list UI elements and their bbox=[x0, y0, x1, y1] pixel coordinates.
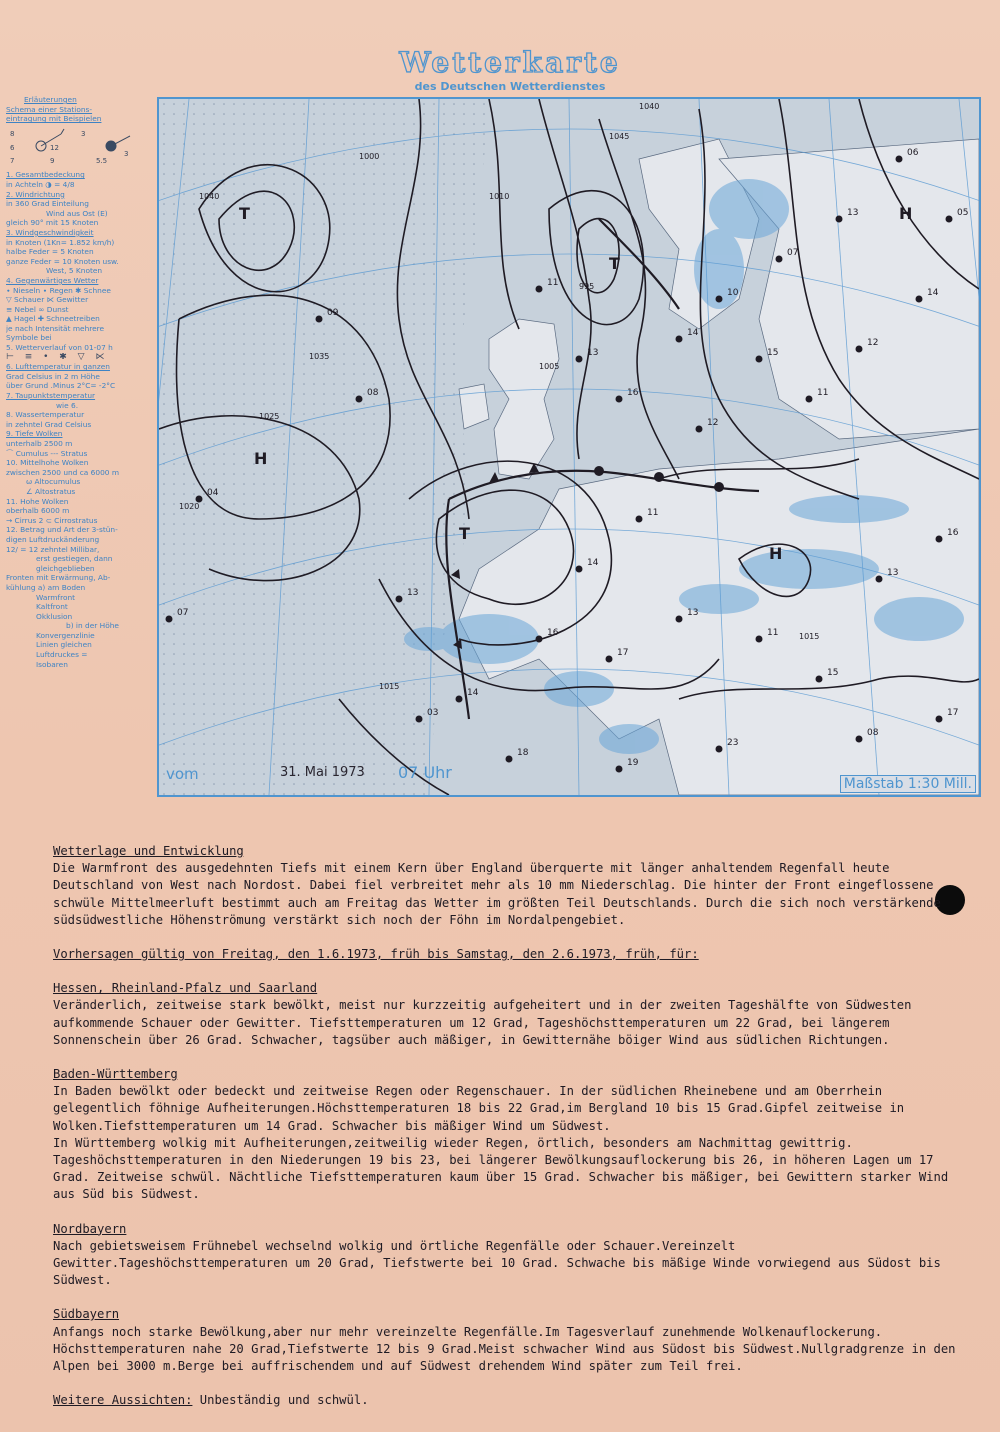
legend-item-18: Symbole bei bbox=[6, 333, 52, 343]
legend-item-44: Warmfront bbox=[36, 592, 76, 602]
svg-text:16: 16 bbox=[947, 528, 959, 538]
pressure-system-label: H bbox=[769, 544, 783, 563]
svg-text:17: 17 bbox=[947, 708, 959, 718]
legend-intro-1: Schema einer Stations- bbox=[6, 104, 93, 114]
legend-item-38: digen Luftdruckänderung bbox=[6, 534, 100, 544]
svg-text:14: 14 bbox=[467, 688, 479, 698]
svg-text:8: 8 bbox=[10, 129, 15, 138]
legend-item-21: Grad Celsius in 2 m Höhe bbox=[6, 371, 100, 381]
legend-item-34: 11. Hohe Wolken bbox=[6, 496, 69, 506]
legend-item-45: Kaltfront bbox=[36, 602, 68, 612]
section-body-wuerttemberg: In Württemberg wolkig mit Aufheiterungen,zeitweilig wieder Regen, örtlich, besonders am Nachmittag gewittrig. Tageshöchsttemperaturen in den Niederungen 19 bis 23, bei längerer Bewölkungsauflockerung bis 26, in höheren Lagen um 17 Grad. Zeitweise schwül. Nächtliche Tiefsttemperaturen kaum über 15 Grad. Schwacher bis mäßiger, bei Gewittern starker Wind aus Süd bis Südwest. bbox=[53, 1135, 949, 1202]
isobar-label: 1040 bbox=[639, 102, 660, 111]
legend-item-31: zwischen 2500 und ca 6000 m bbox=[6, 467, 120, 477]
legend-item-15: ≡ Nebel ∞ Dunst bbox=[6, 304, 69, 314]
legend-item-46: Okklusion bbox=[36, 611, 73, 621]
svg-text:04: 04 bbox=[207, 488, 219, 498]
legend-item-43: kühlung a) am Boden bbox=[6, 582, 86, 592]
legend-item-36: → Cirrus 2 ⊂ Cirrostratus bbox=[6, 515, 98, 525]
outlook-line bbox=[53, 1392, 965, 1409]
legend-item-17: je nach Intensität mehrere bbox=[6, 323, 105, 333]
map-date: 31. Mai 1973 bbox=[280, 765, 365, 780]
legend-item-29: ⌒ Cumulus --- Stratus bbox=[6, 448, 88, 458]
legend-item-4: in 360 Grad Einteilung bbox=[6, 199, 89, 209]
legend-item-11: West, 5 Knoten bbox=[46, 266, 103, 276]
svg-text:13: 13 bbox=[407, 588, 419, 598]
map-subtitle: des Deutschen Wetterdienstes bbox=[414, 80, 606, 93]
legend-item-9: halbe Feder = 5 Knoten bbox=[6, 247, 94, 257]
svg-text:23: 23 bbox=[727, 738, 739, 748]
section-body-situation: Die Warmfront des ausgedehnten Tiefs mit einem Kern über England überquerte mit länger anhaltendem Regenfall heute Deutschland von West nach Nordost. Dabei fiel verbreitet mehr als 10 mm Niederschlag. Die hinter der Front eingeflossene schwüle Mittelmeerluft bestimmt auch am Freitag das Wetter im größten Teil Deutschlands. Durch die sich noch verstärkende südsüdwestliche Höhenströmung verstärkt sich noch der Föhn im Nordalpengebiet. bbox=[53, 861, 941, 927]
map-time: 07 Uhr bbox=[398, 763, 452, 782]
svg-text:6: 6 bbox=[10, 143, 15, 152]
section-body-suedbayern: Anfangs noch starke Bewölkung,aber nur mehr vereinzelte Regenfälle.Im Tagesverlauf zunehmende Wolkenauflockerung. Höchsttemperaturen nahe 20 Grad,Tiefstwerte 12 bis 9 Grad.Meist schwacher Wind aus Südost bis Südwest.Nullgradgrenze in den Alpen bei 3000 m.Berge bei auffrischendem und auf Südwest drehendem Wind später zum Teil frei. bbox=[53, 1324, 956, 1374]
svg-text:09: 09 bbox=[327, 308, 339, 318]
isobar-label: 1045 bbox=[609, 132, 630, 141]
svg-text:9: 9 bbox=[50, 156, 55, 165]
legend-item-33: ∠ Altostratus bbox=[26, 486, 76, 496]
legend-item-20: 6. Lufttemperatur in ganzen bbox=[6, 362, 110, 372]
svg-text:07: 07 bbox=[787, 248, 799, 258]
svg-text:11: 11 bbox=[647, 508, 659, 518]
legend-item-23: 7. Taupunktstemperatur bbox=[6, 391, 96, 401]
pressure-system-label: H bbox=[899, 204, 913, 223]
legend-item-50: Luftdruckes = bbox=[36, 650, 88, 660]
svg-text:15: 15 bbox=[767, 348, 779, 358]
isobar-label: 1040 bbox=[199, 192, 220, 201]
svg-text:3: 3 bbox=[81, 129, 86, 138]
isobar-label: 1015 bbox=[379, 682, 400, 691]
section-heading-hessen: Hessen, Rheinland-Pfalz und Saarland bbox=[53, 981, 318, 996]
svg-text:16: 16 bbox=[627, 388, 639, 398]
legend-item-51: Isobaren bbox=[36, 659, 68, 669]
svg-text:13: 13 bbox=[847, 208, 859, 218]
map-scale: Maßstab 1:30 Mill. bbox=[840, 775, 976, 793]
svg-text:13: 13 bbox=[887, 568, 899, 578]
forecast-text bbox=[53, 843, 965, 1409]
legend-item-8: in Knoten (1Kn= 1.852 km/h) bbox=[6, 237, 115, 247]
date-prefix: vom bbox=[166, 765, 199, 783]
svg-text:11: 11 bbox=[767, 628, 779, 638]
legend-item-27: 9. Tiefe Wolken bbox=[6, 429, 63, 439]
legend-item-24: wie 6. bbox=[56, 400, 79, 410]
isobar-label: 1035 bbox=[309, 352, 330, 361]
section-body-hessen: Veränderlich, zeitweise stark bewölkt, meist nur kurzzeitig aufgeheitert und in der zweiten Tageshälfte von Südwesten aufkommende Schauer oder Gewitter. Tiefsttemperaturen um 12 Grad, Tageshöchsttemperaturen um 22 Grad, bei längerem Sonnenschein über 26 Grad. Schwacher, tagsüber auch mäßiger, in Gewitternähe böiger Wind aus südlichen Richtungen. bbox=[53, 998, 912, 1047]
legend-item-37: 12. Betrag und Art der 3-stün- bbox=[6, 525, 118, 535]
legend-item-14: ▽ Schauer ⋉ Gewitter bbox=[6, 295, 89, 305]
section-heading-suedbayern: Südbayern bbox=[53, 1307, 120, 1322]
svg-text:10: 10 bbox=[727, 288, 739, 298]
svg-text:06: 06 bbox=[907, 148, 919, 158]
legend-intro-2: eintragung mit Beispielen bbox=[6, 114, 102, 124]
pressure-system-label: H bbox=[254, 449, 268, 468]
svg-text:12: 12 bbox=[867, 338, 879, 348]
legend-item-48: Konvergenzlinie bbox=[36, 630, 95, 640]
svg-text:5.5: 5.5 bbox=[96, 156, 108, 165]
legend bbox=[6, 95, 156, 669]
legend-item-26: in zehntel Grad Celsius bbox=[6, 419, 92, 429]
svg-text:08: 08 bbox=[867, 728, 879, 738]
weather-map bbox=[157, 97, 981, 797]
legend-item-6: gleich 90° mit 15 Knoten bbox=[6, 218, 99, 228]
svg-text:19: 19 bbox=[627, 758, 639, 768]
isobar-label: 1000 bbox=[359, 152, 380, 161]
svg-text:14: 14 bbox=[927, 288, 939, 298]
legend-item-13: ∙ Nieseln ∙ Regen ✱ Schnee bbox=[6, 285, 111, 295]
section-heading-bw: Baden-Württemberg bbox=[53, 1067, 178, 1082]
legend-item-12: 4. Gegenwärtiges Wetter bbox=[6, 275, 99, 285]
legend-item-3: 2. Windrichtung bbox=[6, 189, 65, 199]
outlook-body: Unbeständig und schwül. bbox=[199, 1393, 369, 1408]
svg-text:17: 17 bbox=[617, 648, 629, 658]
isobar-label: 1010 bbox=[489, 192, 510, 201]
svg-text:14: 14 bbox=[687, 328, 699, 338]
isobar-label: 1005 bbox=[539, 362, 560, 371]
legend-item-41: gleichgeblieben bbox=[36, 563, 95, 573]
svg-text:12: 12 bbox=[707, 418, 719, 428]
pressure-system-label: T bbox=[609, 254, 620, 273]
section-heading-situation: Wetterlage und Entwicklung bbox=[53, 844, 244, 858]
legend-item-35: oberhalb 6000 m bbox=[6, 506, 70, 516]
legend-item-39: 12/ = 12 zehntel Millibar, bbox=[6, 544, 100, 554]
isobar-label: 1020 bbox=[179, 502, 200, 511]
weather-course-symbols-icon: ⊢ ≡ • ✱ ▽ ⋉ bbox=[6, 352, 109, 362]
isobar-label: 1015 bbox=[799, 632, 820, 641]
pressure-system-label: T bbox=[239, 204, 250, 223]
svg-text:14: 14 bbox=[587, 558, 599, 568]
section-body-baden: In Baden bewölkt oder bedeckt und zeitweise Regen oder Regenschauer. In der südlichen Rheinebene und am Oberrhein gelegentlich föhnige Aufheiterungen.Höchsttemperaturen 18 bis 22 Grad,im Bergland 10 bis 15 Grad.Gipfel zeitweise in Wolken.Tiefsttemperaturen um 14 Grad. Schwacher bis mäßiger Wind um Südwest. bbox=[53, 1084, 905, 1133]
svg-text:15: 15 bbox=[827, 668, 839, 678]
svg-text:13: 13 bbox=[687, 608, 699, 618]
legend-item-47: b) in der Höhe bbox=[66, 621, 119, 631]
legend-item-19: 5. Wetterverlauf von 01-07 h bbox=[6, 343, 113, 353]
legend-item-5: Wind aus Ost (E) bbox=[46, 208, 108, 218]
svg-text:18: 18 bbox=[517, 748, 529, 758]
legend-item-30: 10. Mittelhohe Wolken bbox=[6, 458, 89, 468]
map-title: Wetterkarte bbox=[399, 46, 621, 79]
legend-item-10: ganze Feder = 10 Knoten usw. bbox=[6, 256, 119, 266]
legend-item-40: erst gestiegen, dann bbox=[36, 554, 113, 564]
svg-text:12: 12 bbox=[50, 143, 59, 152]
isobar-label: 995 bbox=[579, 282, 595, 291]
svg-text:3: 3 bbox=[124, 149, 129, 158]
legend-item-32: ω Altocumulus bbox=[26, 477, 81, 487]
svg-text:13: 13 bbox=[587, 348, 599, 358]
svg-text:11: 11 bbox=[817, 388, 829, 398]
map-date-band bbox=[160, 763, 980, 793]
pressure-system-label: T bbox=[459, 524, 470, 543]
legend-item-22: über Grund .Minus 2°C= -2°C bbox=[6, 381, 116, 391]
section-body-nordbayern: Nach gebietsweisem Frühnebel wechselnd wolkig und örtliche Regenfälle oder Schauer.Vereinzelt Gewitter.Tageshöchsttemperaturen um 20 Grad, Tiefstwerte bei 10 Grad. Schwache bis mäßige Winde vorwiegend aus Südost bis Südwest. bbox=[53, 1238, 941, 1288]
legend-item-25: 8. Wassertemperatur bbox=[6, 410, 85, 420]
svg-text:11: 11 bbox=[547, 278, 559, 288]
isobar-label: 1025 bbox=[259, 412, 280, 421]
legend-item-1: 1. Gesamtbedeckung bbox=[6, 170, 85, 180]
svg-text:16: 16 bbox=[547, 628, 559, 638]
legend-item-7: 3. Windgeschwindigkeit bbox=[6, 227, 94, 237]
svg-text:07: 07 bbox=[177, 608, 189, 618]
section-heading-nordbayern: Nordbayern bbox=[53, 1221, 127, 1236]
svg-text:03: 03 bbox=[427, 708, 439, 718]
map-drawing bbox=[159, 99, 979, 795]
legend-item-49: Linien gleichen bbox=[36, 640, 92, 650]
svg-text:05: 05 bbox=[957, 208, 969, 218]
station-schema-icon bbox=[6, 126, 146, 166]
legend-item-28: unterhalb 2500 m bbox=[6, 439, 73, 448]
legend-item-2: in Achteln ◑ = 4/8 bbox=[6, 179, 75, 189]
svg-text:7: 7 bbox=[10, 156, 15, 165]
svg-text:08: 08 bbox=[367, 388, 379, 398]
outlook-heading: Weitere Aussichten: bbox=[53, 1393, 193, 1408]
legend-heading: Erläuterungen bbox=[24, 95, 77, 104]
legend-item-42: Fronten mit Erwärmung, Ab- bbox=[6, 573, 111, 583]
legend-item-16: ▲ Hagel ✚ Schneetreiben bbox=[6, 314, 100, 324]
validity-line: Vorhersagen gültig von Freitag, den 1.6.1973, früh bis Samstag, den 2.6.1973, früh, für: bbox=[53, 947, 699, 962]
